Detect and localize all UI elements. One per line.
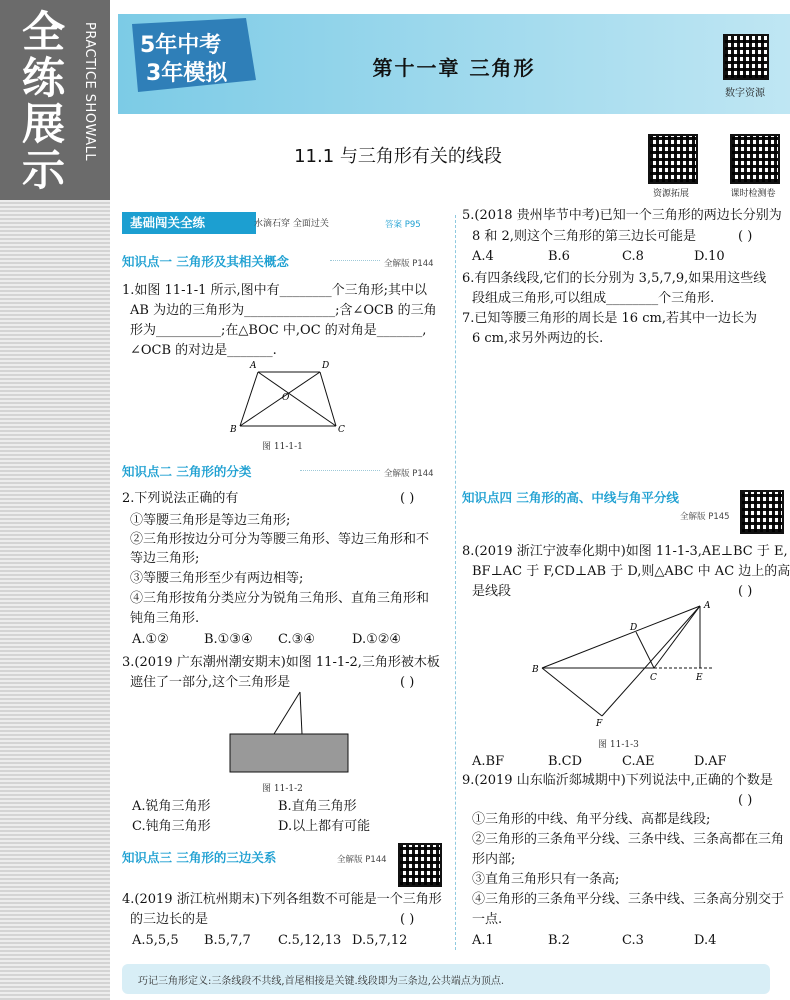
kp1-ref: 全解版 P144 — [384, 259, 434, 269]
q4-option-b[interactable]: B.5,7,7 — [204, 933, 251, 948]
sidebar-vertical-text: PRACTICE SHOWALL — [82, 22, 97, 162]
q9-option-c[interactable]: C.3 — [622, 933, 644, 948]
q3-option-c[interactable]: C.钝角三角形 — [132, 819, 211, 834]
kp2-ref: 全解版 P144 — [384, 469, 434, 479]
qr-code-resources[interactable] — [648, 134, 698, 184]
q9-item: 一点. — [472, 912, 503, 927]
label-C: C — [338, 425, 345, 435]
sidebar-char: 示 — [22, 146, 65, 196]
q2-item: ④三角形按角分类应分为锐角三角形、直角三角形和 — [130, 591, 430, 606]
q9-item: ①三角形的中线、角平分线、高都是线段; — [472, 812, 711, 827]
label-D: D — [630, 623, 638, 633]
edge-AB — [542, 606, 700, 668]
brand-logo — [128, 18, 268, 96]
q9-option-a[interactable]: A.1 — [472, 933, 494, 948]
qr-label-resources: 资源拓展 — [652, 189, 689, 199]
q1-line: AB 为边的三角形为______________;含∠OCB 的三角 — [130, 303, 437, 318]
figure-11-1-1 — [228, 358, 358, 436]
q8-option-a[interactable]: A.BF — [472, 754, 505, 769]
kp2-title: 知识点二 三角形的分类 — [122, 464, 252, 479]
qr-code-kp4[interactable] — [740, 490, 784, 534]
q3-option-d[interactable]: D.以上都有可能 — [278, 819, 371, 834]
sidebar-title — [22, 10, 78, 194]
label-A: A — [704, 601, 711, 611]
sidebar-char: 全 — [22, 8, 65, 58]
q2-option-d[interactable]: D.①②④ — [352, 632, 402, 647]
q5-option-b[interactable]: B.6 — [548, 249, 570, 264]
label-C: C — [650, 673, 657, 683]
dotted-leader — [330, 260, 380, 261]
answer-ref: 答案 P95 — [385, 220, 421, 230]
q5-line: 8 和 2,则这个三角形的第三边长可能是 — [472, 229, 696, 244]
logo-bottom-text: 3年模拟 — [146, 61, 228, 86]
q9-item: ③直角三角形只有一条高; — [472, 872, 620, 887]
q8-option-c[interactable]: C.AE — [622, 754, 655, 769]
q9-item: ④三角形的三条角平分线、三条中线、三条高分别交于 — [472, 892, 785, 907]
triangle-side-left — [274, 692, 300, 734]
sidebar-char: 练 — [22, 54, 65, 104]
fig-caption-2: 图 11-1-2 — [262, 784, 303, 794]
edge-AB — [240, 372, 258, 426]
q1-line: 1.如图 11-1-1 所示,图中有________个三角形;其中以 — [122, 283, 428, 298]
q9-item: ②三角形的三条角平分线、三条中线、三条高都在三角 — [472, 832, 785, 847]
q6-line: 6.有四条线段,它们的长分别为 3,5,7,9,如果用这些线 — [462, 271, 767, 286]
q3-option-b[interactable]: B.直角三角形 — [278, 799, 357, 814]
q5-option-a[interactable]: A.4 — [472, 249, 494, 264]
label-E: E — [696, 673, 703, 683]
kp1-title: 知识点一 三角形及其相关概念 — [122, 254, 289, 269]
q8-answer-paren: ( ) — [738, 584, 753, 599]
q7-line: 7.已知等腰三角形的周长是 16 cm,若其中一边长为 — [462, 311, 757, 326]
q4-answer-paren: ( ) — [400, 912, 415, 927]
q2-item: 钝角三角形. — [130, 611, 200, 626]
q8-line: BF⊥AC 于 F,CD⊥AB 于 D,则△ABC 中 AC 边上的高 — [472, 564, 790, 579]
tip-text: 巧记三角形定义:三条线段不共线,首尾相接是关键.线段即为三条边,公共端点为顶点. — [138, 976, 505, 987]
q2-item: 等边三角形; — [130, 551, 200, 566]
q8-option-d[interactable]: D.AF — [694, 754, 727, 769]
q4-line: 4.(2019 浙江杭州期末)下列各组数不可能是一个三角形 — [122, 892, 442, 907]
label-O: O — [282, 393, 290, 403]
q5-line: 5.(2018 贵州毕节中考)已知一个三角形的两边长分别为 — [462, 208, 782, 223]
q2-option-b[interactable]: B.①③④ — [204, 632, 253, 647]
q9-stem: 9.(2019 山东临沂郯城期中)下列说法中,正确的个数是 — [462, 773, 773, 788]
qr-label-digital: 数字资源 — [725, 88, 765, 99]
altitude-BF — [542, 668, 602, 716]
dotted-leader — [300, 470, 380, 471]
diagonal-AC — [258, 372, 336, 426]
label-D: D — [322, 361, 330, 371]
logo-top-text: 5年中考 — [140, 33, 222, 58]
edge-DC — [320, 372, 336, 426]
q4-option-a[interactable]: A.5,5,5 — [132, 933, 179, 948]
qr-code-digital[interactable] — [723, 34, 769, 80]
banner-subtitle: 水滴石穿 全面过关 — [254, 219, 329, 229]
q2-item: ③等腰三角形至少有两边相等; — [130, 571, 304, 586]
label-A: A — [250, 361, 257, 371]
q3-answer-paren: ( ) — [400, 675, 415, 690]
altitude-CD — [636, 632, 654, 668]
diagonal-DB — [240, 372, 320, 426]
q9-option-b[interactable]: B.2 — [548, 933, 570, 948]
label-F: F — [596, 719, 603, 728]
q8-line: 是线段 — [472, 584, 512, 599]
q4-option-d[interactable]: D.5,7,12 — [352, 933, 408, 948]
sidebar-char: 展 — [22, 100, 65, 150]
qr-label-test: 课时检测卷 — [730, 189, 776, 199]
q9-item: 形内部; — [472, 852, 516, 867]
q3-line: 3.(2019 广东潮州潮安期末)如图 11-1-2,三角形被木板 — [122, 655, 440, 670]
section-title: 11.1 与三角形有关的线段 — [294, 146, 502, 167]
covering-board — [230, 734, 348, 772]
column-divider — [455, 215, 456, 950]
practice-banner: 基础闯关全练 — [122, 212, 256, 234]
kp3-title: 知识点三 三角形的三边关系 — [122, 850, 277, 865]
q5-answer-paren: ( ) — [738, 229, 753, 244]
q9-option-d[interactable]: D.4 — [694, 933, 717, 948]
label-B: B — [532, 665, 539, 675]
q3-line: 遮住了一部分,这个三角形是 — [130, 675, 291, 690]
qr-code-kp3[interactable] — [398, 843, 442, 887]
q8-line: 8.(2019 浙江宁波奉化期中)如图 11-1-3,AE⊥BC 于 E, — [462, 544, 788, 559]
q1-line: 形为__________;在△BOC 中,OC 的对角是_______, — [130, 323, 427, 338]
figure-11-1-2 — [228, 690, 358, 776]
fig-caption-3: 图 11-1-3 — [598, 740, 639, 750]
kp4-title: 知识点四 三角形的高、中线与角平分线 — [462, 490, 679, 505]
figure-11-1-3 — [530, 598, 730, 728]
q1-line: ∠OCB 的对边是_______. — [130, 343, 277, 358]
q7-line: 6 cm,求另外两边的长. — [472, 331, 604, 346]
q2-item: ②三角形按边分可分为等腰三角形、等边三角形和不 — [130, 532, 430, 547]
q2-answer-paren: ( ) — [400, 491, 415, 506]
q4-option-c[interactable]: C.5,12,13 — [278, 933, 342, 948]
q2-option-a[interactable]: A.①② — [132, 632, 169, 647]
triangle-side-right — [300, 692, 302, 734]
qr-code-test[interactable] — [730, 134, 780, 184]
q8-option-b[interactable]: B.CD — [548, 754, 583, 769]
fig-caption-1: 图 11-1-1 — [262, 442, 303, 452]
q2-option-c[interactable]: C.③④ — [278, 632, 315, 647]
q2-item: ①等腰三角形是等边三角形; — [130, 513, 291, 528]
q5-option-d[interactable]: D.10 — [694, 249, 725, 264]
q9-answer-paren: ( ) — [738, 793, 753, 808]
label-B: B — [230, 425, 237, 435]
kp3-ref: 全解版 P144 — [337, 855, 387, 865]
kp4-ref: 全解版 P145 — [680, 512, 730, 522]
q4-line: 的三边长的是 — [130, 912, 209, 927]
extension-AF — [602, 606, 700, 716]
q3-option-a[interactable]: A.锐角三角形 — [132, 799, 211, 814]
q6-line: 段组成三角形,可以组成________个三角形. — [472, 291, 715, 306]
chapter-title: 第十一章 三角形 — [372, 56, 536, 80]
q5-option-c[interactable]: C.8 — [622, 249, 644, 264]
q2-stem: 2.下列说法正确的有 — [122, 491, 239, 506]
